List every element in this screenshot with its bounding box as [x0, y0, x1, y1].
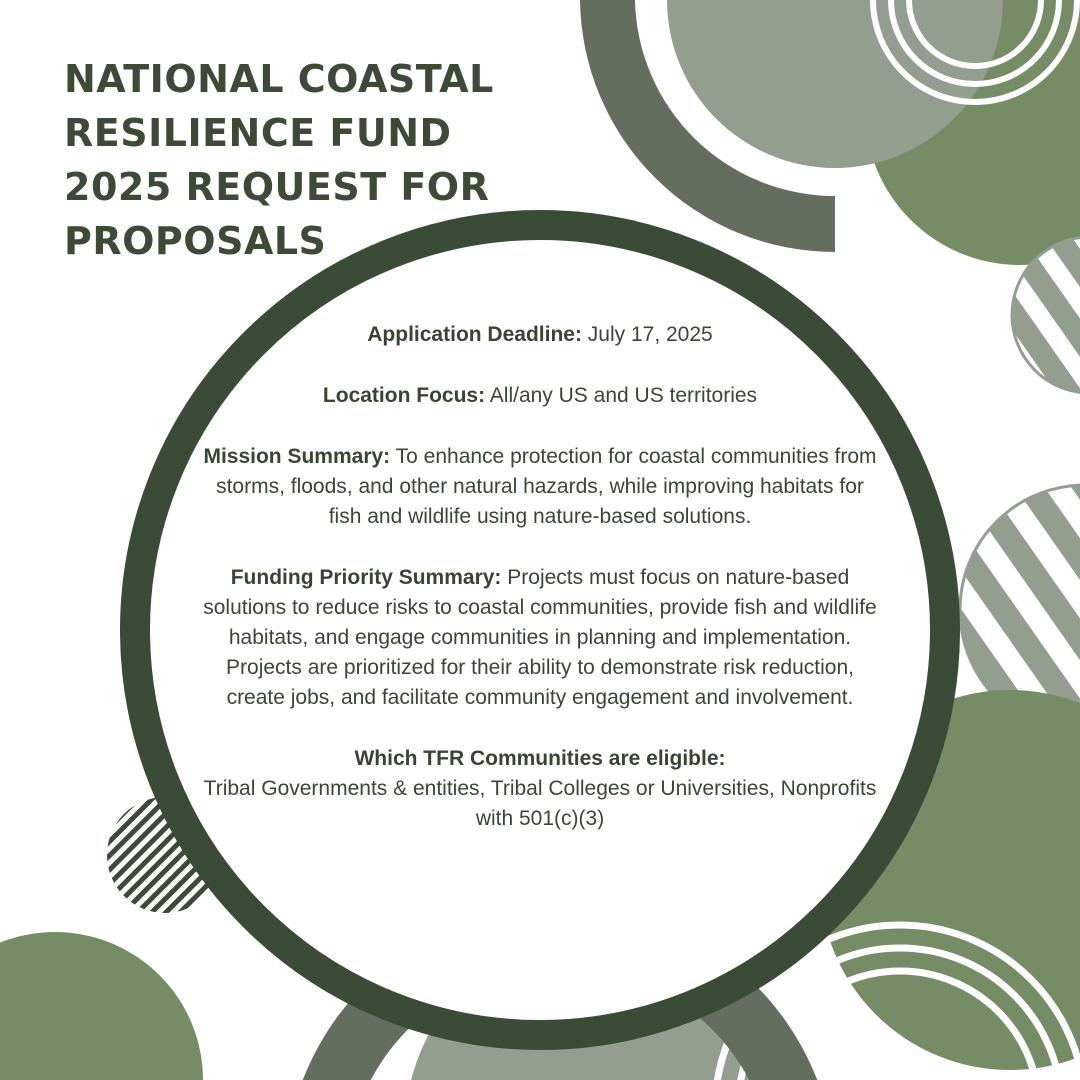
funding-label: Funding Priority Summary: [230, 566, 502, 589]
location-value: All/any US and US territories [489, 384, 758, 407]
eligibility-label: Which TFR Communities are eligible: [354, 747, 726, 770]
location-label: Location Focus: [322, 384, 486, 407]
funding-value: Projects must focus on nature-based solutions to reduce risks to coastal communities, provide fish and wildlife habitats, and engage communities in planning and implementation. Projects are prioritized for their ability to demonstrate risk reduction, create jobs, and facilitate community engagement and involvement. [203, 566, 877, 709]
mission-label: Mission Summary: [203, 445, 391, 468]
deadline-value: July 17, 2025 [587, 323, 713, 346]
deadline-label: Application Deadline: [367, 323, 582, 346]
title-line-1: NATIONAL COASTAL [64, 57, 494, 101]
deadline-paragraph [200, 320, 880, 350]
moss-circle-bottom-left [0, 932, 203, 1080]
details-block [200, 320, 880, 865]
eligibility-value: Tribal Governments & entities, Tribal Colleges or Universities, Nonprofits with 501(c)(3) [203, 777, 877, 830]
mission-value: To enhance protection for coastal communities from storms, floods, and other natural hazards, while improving habitats for fish and wildlife using nature-based solutions. [216, 445, 877, 528]
title-line-2: RESILIENCE FUND [64, 111, 452, 155]
title-line-3: 2025 REQUEST FOR [64, 165, 490, 209]
mission-paragraph [200, 442, 880, 532]
funding-paragraph [200, 563, 880, 713]
location-paragraph [200, 381, 880, 411]
title-line-4: PROPOSALS [64, 219, 327, 263]
page-title [64, 52, 584, 268]
eligibility-paragraph [200, 744, 880, 834]
